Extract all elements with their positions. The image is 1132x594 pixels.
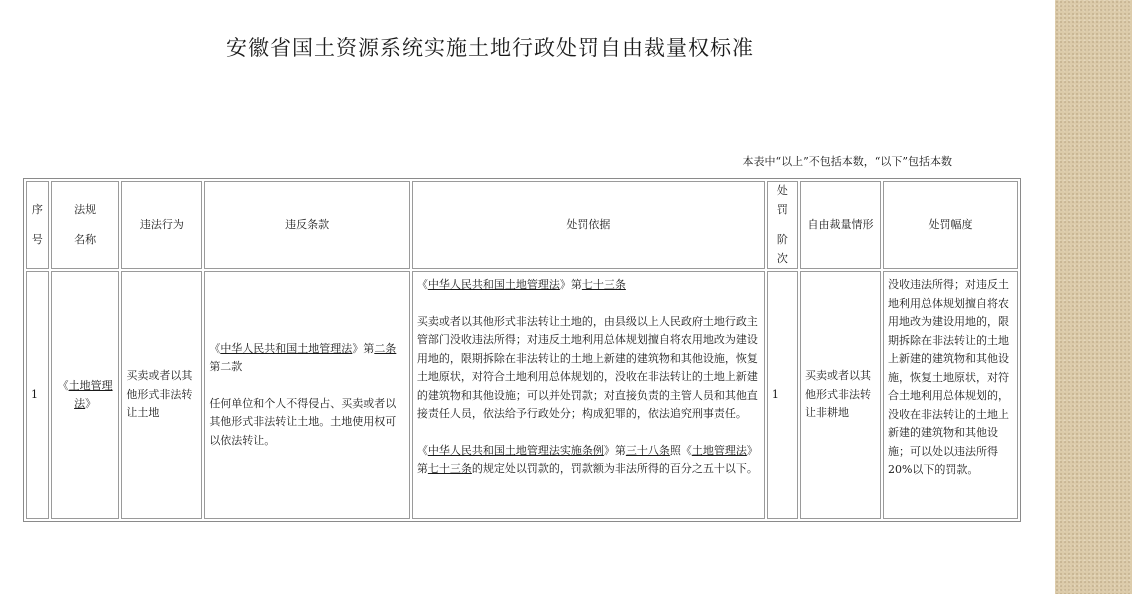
header-row (26, 181, 1018, 269)
basis-3-mid: 》第 (603, 443, 626, 457)
cell-law (51, 271, 120, 519)
cell-violation: 买卖或者以其他形式非法转让土地 (121, 271, 202, 519)
cell-clause (204, 271, 410, 519)
header-law-line1: 法规 (74, 202, 97, 216)
law-close: 》 (85, 397, 97, 410)
header-times-line1: 处罚 (776, 184, 788, 216)
header-seq (26, 181, 49, 269)
clause-reference (209, 340, 405, 377)
cell-discretion: 买卖或者以其他形式非法转让非耕地 (800, 271, 881, 519)
basis-3-open: 《 (416, 443, 428, 457)
basis-3-zhao: 照《 (669, 443, 692, 457)
table-row (26, 271, 1018, 519)
table-note: 本表中“以上”不包括本数，“以下”包括本数 (742, 155, 952, 168)
header-discretion: 自由裁量情形 (800, 181, 881, 269)
side-panel (1055, 0, 1132, 594)
basis-text: 买卖或者以其他形式非法转让土地的，由县级以上人民政府土地行政主管部门没收违法所得；对违反土地利用总体规划擅自将农用地改为建设用地的，限期拆除在非法转让的土地上新建的建筑物和其他设施，恢复土地原状，对符合土地利用总体规划的，没收在非法转让的土地上新建的建筑物和其他设施；可以并处罚款；对直接负责的主管人员和其他直接责任人员，依法给予行政处分；构成犯罪的，依法追究刑事责任。 (416, 314, 758, 420)
page-title: 安徽省国土资源系统实施土地行政处罚自由裁量权标准 (226, 36, 754, 60)
header-basis: 处罚依据 (412, 181, 765, 269)
clause-law-link[interactable]: 中华人民共和国土地管理法 (220, 341, 353, 355)
header-law (51, 181, 120, 269)
clause-text: 任何单位和个人不得侵占、买卖或者以其他形式非法转让土地。土地使用权可以依法转让。 (209, 396, 397, 447)
cell-basis (412, 271, 765, 519)
basis-3-mid2: 》第 (416, 443, 758, 475)
clause-mid: 》第 (352, 341, 375, 355)
cell-range: 没收违法所得；对违反土地利用总体规划擅自将农用地改为建设用地的，限期拆除在非法转让的土地上新建的建筑物和其他设施，恢复土地原状，对符合土地利用总体规划的，没收在非法转让的土地上新建的建筑物和其他设施；可以处以违法所得20%以下的罚款。 (883, 271, 1018, 519)
header-violation: 违法行为 (121, 181, 202, 269)
basis-1-open: 《 (416, 278, 428, 291)
law-name-link[interactable]: 土地管理法 (68, 378, 113, 410)
clause-open: 《 (209, 341, 221, 355)
header-times (767, 181, 798, 269)
header-times-line2: 阶次 (776, 233, 788, 265)
clause-para: 第二款 (209, 360, 243, 374)
basis-3-article2-link[interactable]: 七十三条 (427, 462, 472, 475)
cell-seq: 1 (26, 271, 49, 519)
basis-reference (417, 276, 760, 295)
basis-1-law-link[interactable]: 中华人民共和国土地管理法 (427, 278, 560, 291)
basis-3-law-link[interactable]: 中华人民共和国土地管理法实施条例 (427, 443, 604, 457)
basis-3-article-link[interactable]: 三十八条 (625, 443, 670, 457)
cell-times: 1 (767, 271, 798, 519)
basis-1-mid: 》第 (559, 278, 582, 291)
clause-article-link[interactable]: 二条 (374, 341, 397, 355)
header-law-line2: 名称 (74, 233, 97, 246)
header-seq-line2: 号 (31, 233, 43, 246)
header-seq-line1: 序 (31, 202, 43, 216)
basis-regulation (417, 442, 760, 479)
basis-3-law2-link[interactable]: 土地管理法 (691, 443, 747, 457)
basis-3-rest: 的规定处以罚款的，罚款额为非法所得的百分之五十以下。 (471, 462, 758, 475)
law-open: 《 (57, 378, 69, 392)
header-range: 处罚幅度 (883, 181, 1018, 269)
header-clause: 违反条款 (204, 181, 410, 269)
basis-1-article-link[interactable]: 七十三条 (581, 278, 626, 291)
penalty-table (23, 178, 1021, 522)
